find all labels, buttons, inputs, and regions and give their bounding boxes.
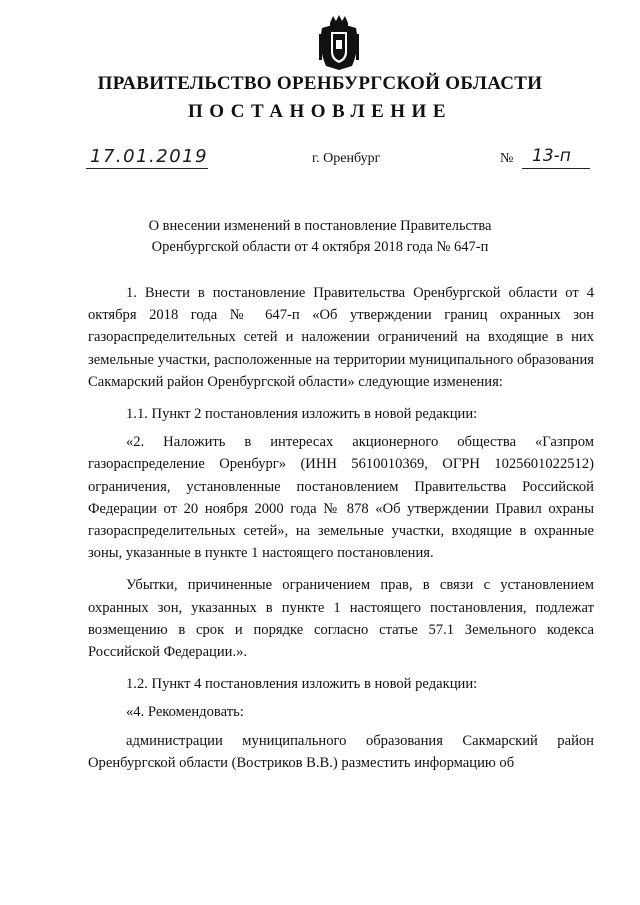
paragraph-administration: администрации муниципального образования Сакмарский район Оренбургской области (Востриков В.В.) разместить информацию об [88,732,594,771]
paragraph-quoted-2: «2. Наложить в интересах акционерного общества «Газпром газораспределение Оренбург» (ИНН 5610010369, ОГРН 1025601022512) ограничения, установленные постановлением Правительства Российской Федерации от 20 ноября 2000 года № 878 «Об утверждении Правил охраны газораспределительных сетей», на земельные участки, входящие в охранные зоны, указанные в пункте 1 настоящего постановления. [88,434,594,562]
subject-line-2: Оренбургской области от 4 октября 2018 года № 647-п [151,239,489,255]
number-sign: № [500,151,514,166]
number-underline [522,168,590,169]
paragraph-1-1: 1.1. Пункт 2 постановления изложить в новой редакции: [126,406,478,423]
document-subject [0,216,640,258]
document-number: 13-п [532,146,571,166]
document-date: 17.01.2019 [90,146,209,167]
paragraph-losses: Убытки, причиненные ограничением прав, в связи с установлением охранных зон, указанных в пункте 1 настоящего постановления, подлежат возмещению в срок и порядке согласно статье 57.1 Земельного кодекса Российской Федерации.». [88,577,594,661]
document-body [88,282,594,784]
paragraph-quoted-4: «4. Рекомендовать: [126,704,244,721]
government-title: ПРАВИТЕЛЬСТВО ОРЕНБУРГСКОЙ ОБЛАСТИ [97,73,543,94]
subject-line-1: О внесении изменений в постановление Правительства [148,218,492,234]
city-label: г. Оренбург [312,151,381,166]
date-underline [86,168,208,169]
paragraph-1-2: 1.2. Пункт 4 постановления изложить в новой редакции: [126,676,478,693]
paragraph-1: 1. Внести в постановление Правительства Оренбургской области от 4 октября 2018 года № 647-п «Об утверждении границ охранных зон газораспределительных сетей и наложении ограничений на входящие в них земельные участки, расположенные на территории муниципального образования Сакмарский район Оренбургской области» следующие изменения: [88,285,594,390]
document-type: ПОСТАНОВЛЕНИЕ [187,101,453,122]
coat-of-arms-emblem [316,14,362,72]
